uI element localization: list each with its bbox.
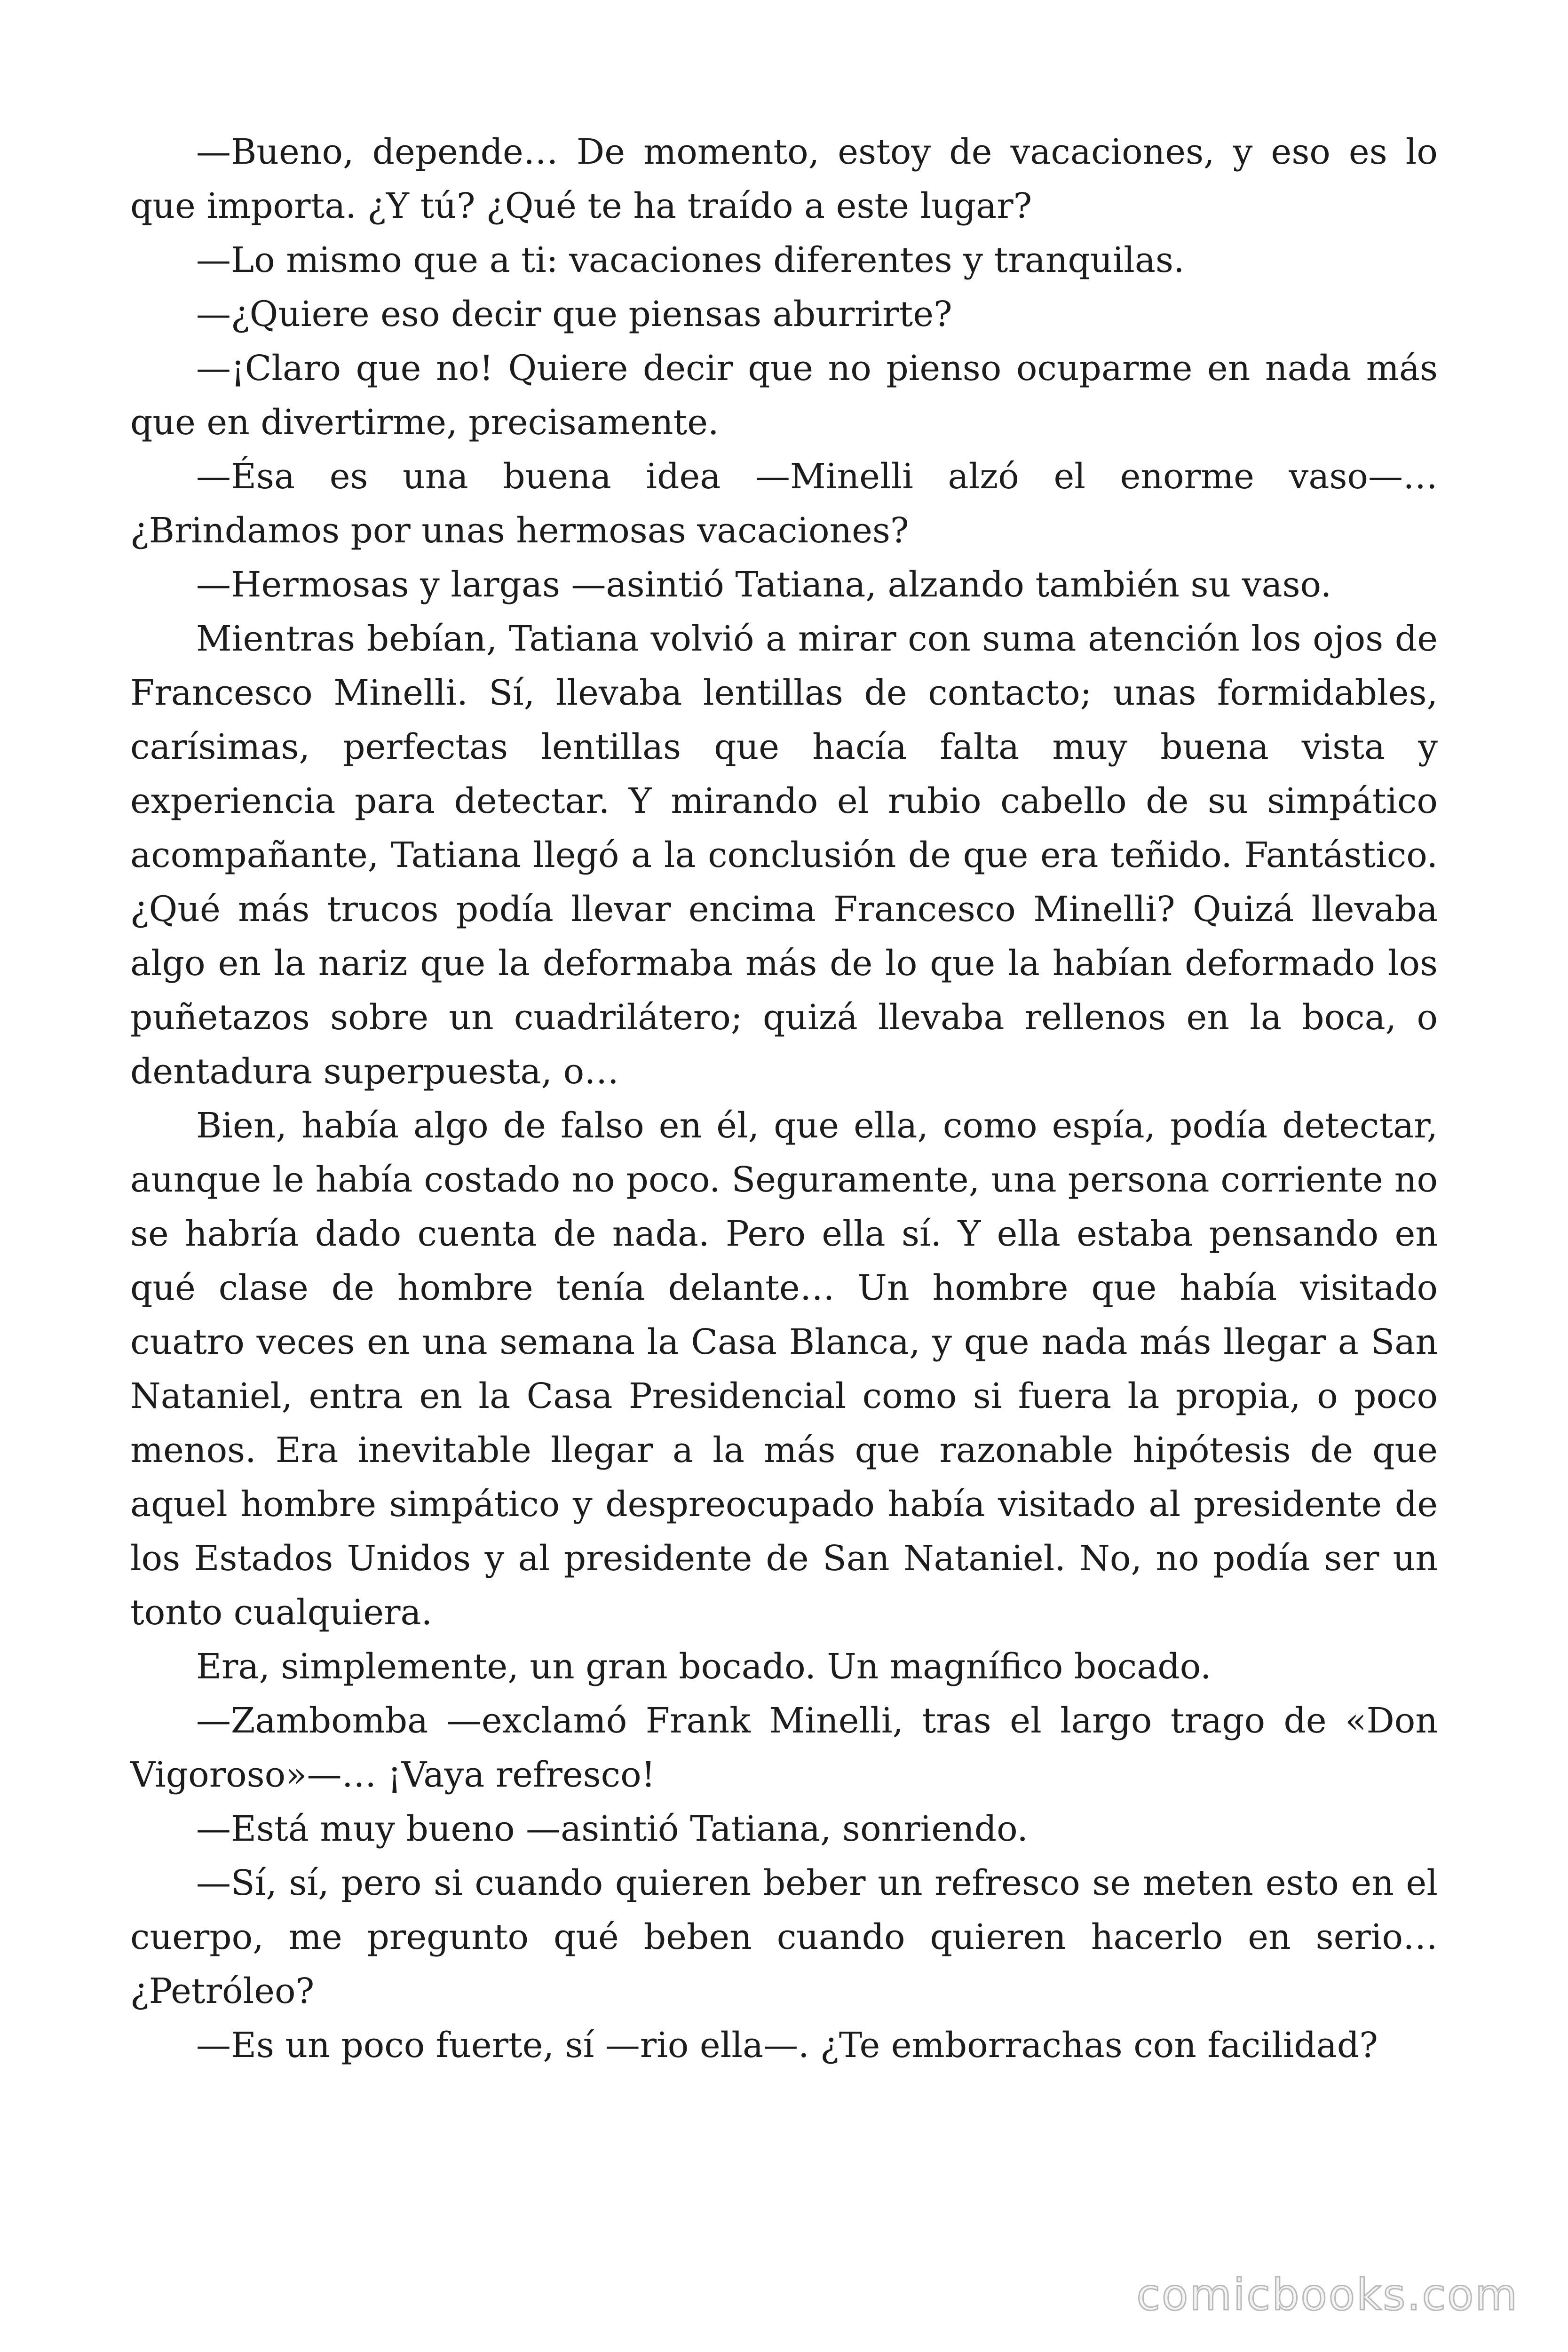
paragraph-8: Bien, había algo de falso en él, que ella, como espía, podía detectar, aunque le había costado no poco. Seguramente, una persona corriente no se habría dado cuenta de nada. Pero ella sí. Y ella estaba pensando en qué clase de hombre tenía delante… Un hombre que había visitado cuatro veces en una semana la Casa Blanca, y que nada más llegar a San Nataniel, entra en la Casa Presidencial como si fuera la propia, o poco menos. Era inevitable llegar a la más que razonable hipótesis de que aquel hombre simpático y despreocupado había visitado al presidente de los Estados Unidos y al presidente de San Nataniel. No, no podía ser un tonto cualquiera. (130, 1105, 1438, 1633)
paragraph-10: —Zambomba —exclamó Frank Minelli, tras el largo trago de «Don Vigoroso»—… ¡Vaya refresco! (130, 1700, 1438, 1795)
paragraph-6: —Hermosas y largas —asintió Tatiana, alzando también su vaso. (196, 564, 1332, 605)
paragraph-13: —Es un poco fuerte, sí —rio ella—. ¿Te emborrachas con facilidad? (196, 2025, 1378, 2066)
paragraph-9: Era, simplemente, un gran bocado. Un magnífico bocado. (196, 1646, 1212, 1687)
paragraph-12: —Sí, sí, pero si cuando quieren beber un refresco se meten esto en el cuerpo, me pregunto qué beben cuando quieren hacerlo en serio… ¿Petróleo? (130, 1863, 1438, 2011)
paragraph-1: —Bueno, depende… De momento, estoy de vacaciones, y eso es lo que importa. ¿Y tú? ¿Qué te ha traído a este lugar? (130, 132, 1438, 226)
paragraph-2: —Lo mismo que a ti: vacaciones diferentes y tranquilas. (196, 240, 1185, 280)
paragraph-4: —¡Claro que no! Quiere decir que no pienso ocuparme en nada más que en divertirme, precisamente. (130, 348, 1438, 443)
paragraph-7: Mientras bebían, Tatiana volvió a mirar con suma atención los ojos de Francesco Minelli. Sí, llevaba lentillas de contacto; unas formidables, carísimas, perfectas lentillas que hacía falta muy buena vista y experiencia para detectar. Y mirando el rubio cabello de su simpático acompañante, Tatiana llegó a la conclusión de que era teñido. Fantástico. ¿Qué más trucos podía llevar encima Francesco Minelli? Quizá llevaba algo en la nariz que la deformaba más de lo que la habían deformado los puñetazos sobre un cuadrilátero; quizá llevaba rellenos en la boca, o dentadura superpuesta, o… (130, 619, 1438, 1092)
paragraph-5: —Ésa es una buena idea —Minelli alzó el enorme vaso—… ¿Brindamos por unas hermosas vacaciones? (130, 456, 1438, 551)
paragraph-3: —¿Quiere eso decir que piensas aburrirte? (196, 294, 952, 334)
text-column (130, 125, 1438, 2073)
paragraph-11: —Está muy bueno —asintió Tatiana, sonriendo. (196, 1809, 1028, 1849)
watermark: comicbooks.com (1136, 2270, 1519, 2320)
